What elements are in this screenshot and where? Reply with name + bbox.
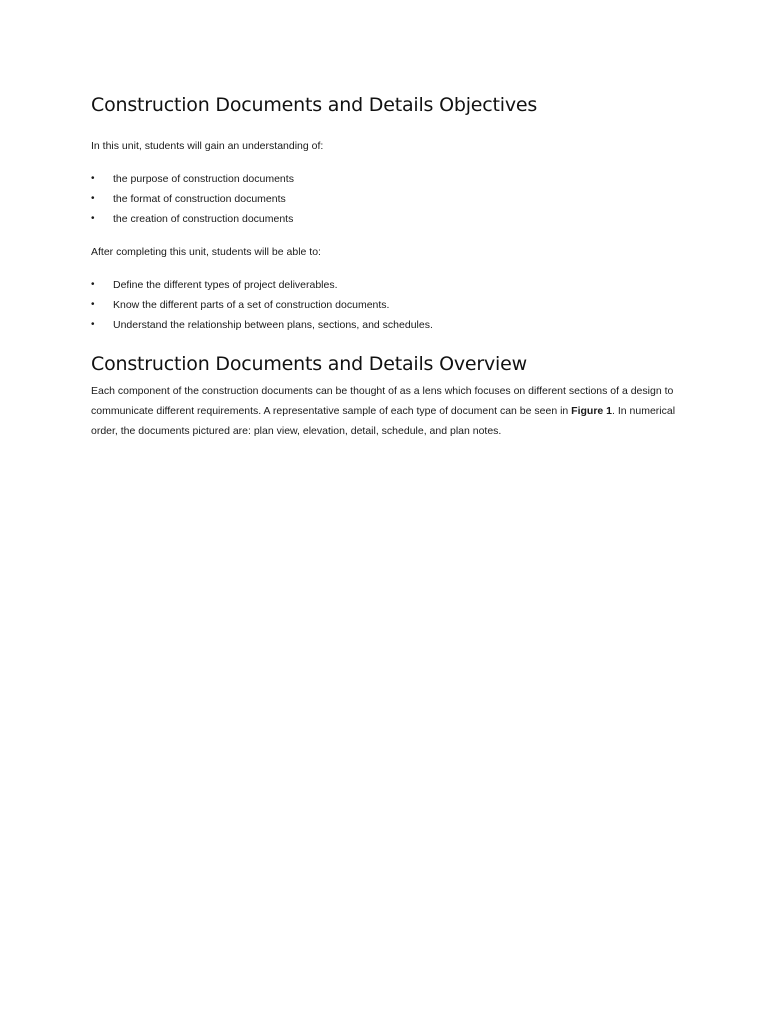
bullet-icon: • bbox=[91, 299, 95, 310]
list-item-text: Understand the relationship between plans, sections, and schedules. bbox=[113, 319, 433, 331]
list-item bbox=[91, 275, 691, 295]
understanding-list bbox=[91, 169, 691, 229]
overview-text-part1: Each component of the construction documents can be thought of as a lens which focuses on different sections of a design to communicate different requirements. A representative sample of each type of document can be seen in bbox=[91, 385, 674, 417]
figure-reference: Figure 1 bbox=[571, 405, 613, 417]
bullet-icon: • bbox=[91, 193, 95, 204]
overview-paragraph bbox=[91, 381, 691, 441]
list-item bbox=[91, 189, 691, 209]
bullet-icon: • bbox=[91, 173, 95, 184]
list-item-text: the creation of construction documents bbox=[113, 213, 294, 225]
list-item bbox=[91, 169, 691, 189]
list-item bbox=[91, 315, 691, 335]
list-item-text: Define the different types of project deliverables. bbox=[113, 279, 338, 291]
list-item-text: Know the different parts of a set of construction documents. bbox=[113, 299, 390, 311]
list-item-text: the format of construction documents bbox=[113, 193, 286, 205]
list-item bbox=[91, 209, 691, 229]
objectives-heading: Construction Documents and Details Objectives bbox=[91, 94, 538, 116]
objectives-intro: In this unit, students will gain an understanding of: bbox=[91, 140, 324, 152]
overview-text-part2: . In numerical order, the documents pictured are: plan view, elevation, detail, schedule, and plan notes. bbox=[91, 405, 676, 437]
list-item-text: the purpose of construction documents bbox=[113, 173, 294, 185]
ability-list bbox=[91, 275, 691, 335]
objectives-after-text: After completing this unit, students will be able to: bbox=[91, 246, 321, 258]
bullet-icon: • bbox=[91, 279, 95, 290]
list-item bbox=[91, 295, 691, 315]
bullet-icon: • bbox=[91, 213, 95, 224]
bullet-icon: • bbox=[91, 319, 95, 330]
overview-heading: Construction Documents and Details Overview bbox=[91, 353, 527, 375]
document-page bbox=[91, 92, 691, 441]
